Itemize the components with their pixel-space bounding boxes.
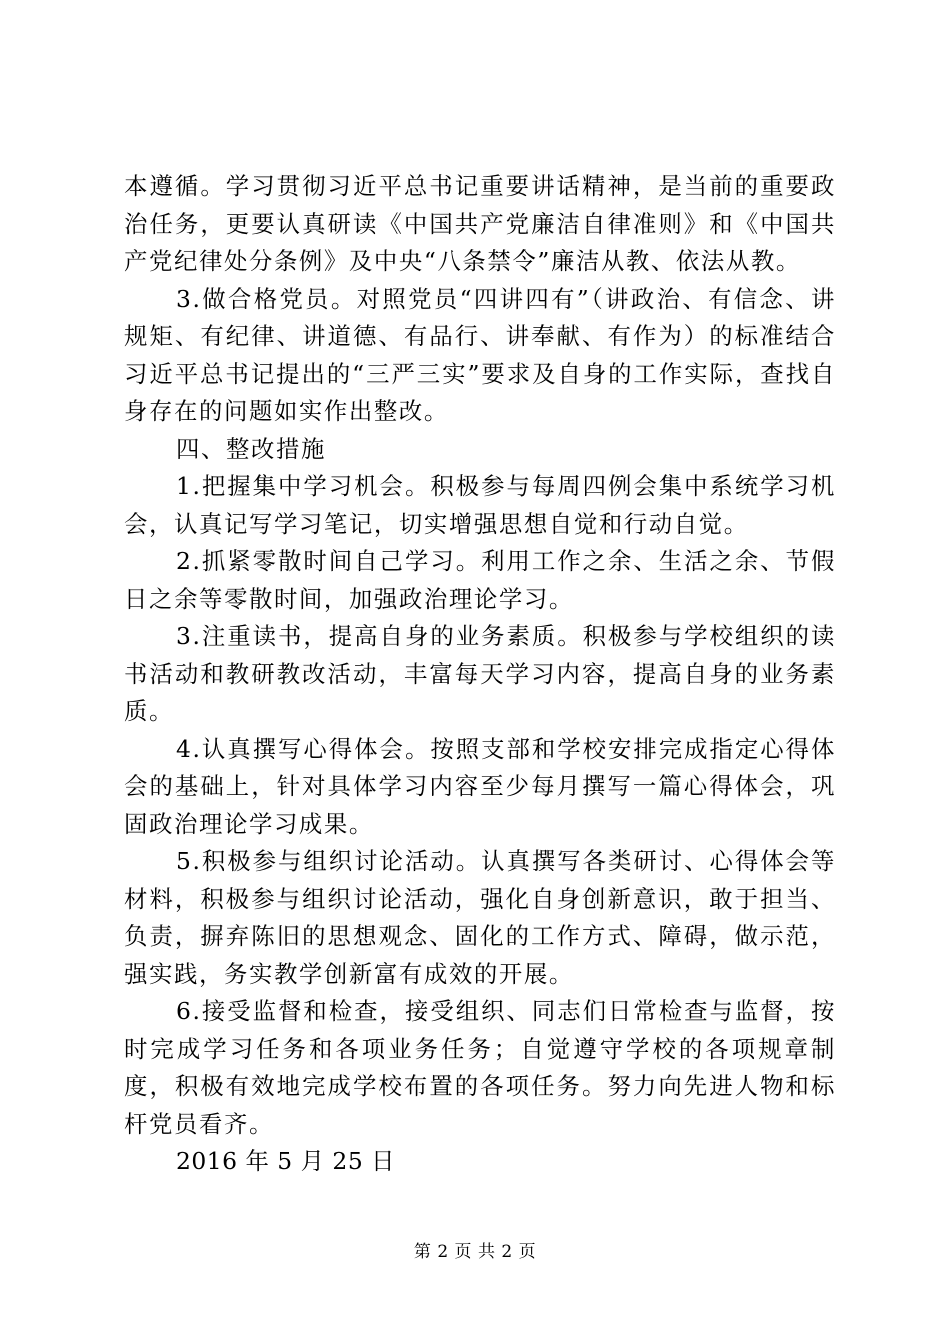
paragraph-item-3-qualified-member: 3.做合格党员。对照党员“四讲四有”（讲政治、有信念、讲规矩、有纪律、讲道德、有品行、讲奉献、有作为）的标准结合习近平总书记提出的“三严三实”要求及自身的工作实际，查找自身存在的问题如实作出整改。	[124, 284, 836, 425]
paragraph-measure-1: 1.把握集中学习机会。积极参与每周四例会集中系统学习机会，认真记写学习笔记，切实增强思想自觉和行动自觉。	[124, 472, 836, 538]
paragraph-measure-3: 3.注重读书，提高自身的业务素质。积极参与学校组织的读书活动和教研教改活动，丰富每天学习内容，提高自身的业务素质。	[124, 622, 836, 725]
document-body	[124, 168, 836, 1181]
page-footer	[0, 1240, 950, 1264]
page-number-indicator: 第 2 页 共 2 页	[413, 1242, 537, 1262]
paragraph-measure-5: 5.积极参与组织讨论活动。认真撰写各类研讨、心得体会等材料，积极参与组织讨论活动，强化自身创新意识，敢于担当、负责，摒弃陈旧的思想观念、固化的工作方式、障碍，做示范，强实践，务实教学创新富有成效的开展。	[124, 847, 836, 988]
paragraph-measure-4: 4.认真撰写心得体会。按照支部和学校安排完成指定心得体会的基础上，针对具体学习内容至少每月撰写一篇心得体会，巩固政治理论学习成果。	[124, 734, 836, 838]
section-heading-rectification-measures: 四、整改措施	[176, 434, 326, 463]
paragraph-continuation: 本遵循。学习贯彻习近平总书记重要讲话精神，是当前的重要政治任务，更要认真研读《中国共产党廉洁自律准则》和《中国共产党纪律处分条例》及中央“八条禁令”廉洁从教、依法从教。	[124, 172, 836, 275]
document-date: 2016 年 5 月 25 日	[176, 1147, 396, 1175]
paragraph-measure-2: 2.抓紧零散时间自己学习。利用工作之余、生活之余、节假日之余等零散时间，加强政治理论学习。	[124, 547, 836, 613]
paragraph-measure-6: 6.接受监督和检查，接受组织、同志们日常检查与监督，按时完成学习任务和各项业务任务；自觉遵守学校的各项规章制度，积极有效地完成学校布置的各项任务。努力向先进人物和标杆党员看齐。	[124, 997, 836, 1138]
